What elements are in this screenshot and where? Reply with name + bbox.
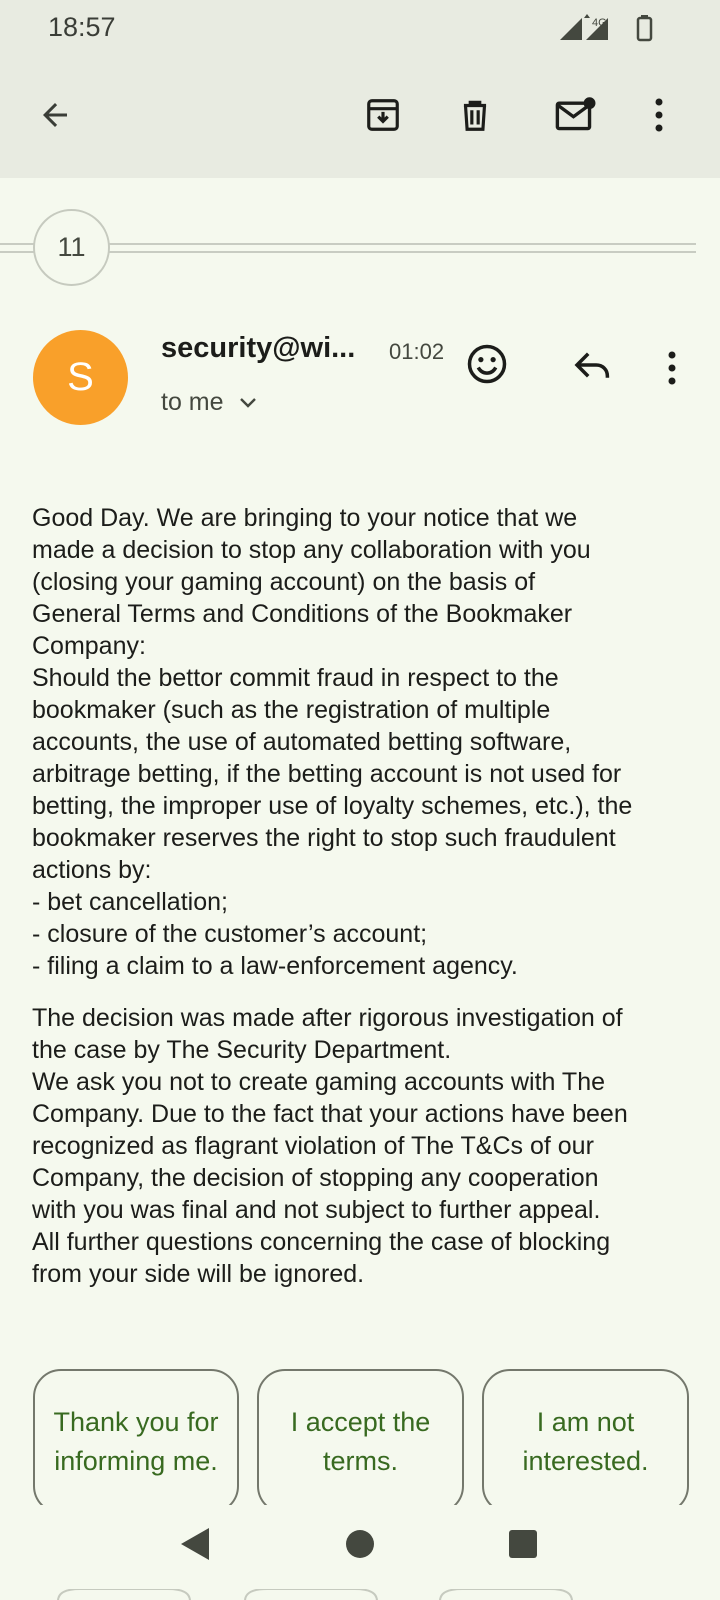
body-line: - filing a claim to a law-enforcement agency.	[32, 952, 518, 980]
add-reaction-button[interactable]	[464, 341, 510, 387]
body-line: Company. Due to the fact that your actions have been	[32, 1100, 628, 1128]
smart-reply-chip[interactable]: Thank you for informing me.	[33, 1369, 239, 1514]
body-line: the case by The Security Department.	[32, 1036, 452, 1064]
body-line: Should the bettor commit fraud in respect to the	[32, 664, 559, 692]
more-vert-icon	[654, 98, 664, 132]
body-paragraph-2	[32, 1002, 697, 1290]
nav-back-icon	[179, 1527, 211, 1561]
delete-icon	[456, 96, 494, 134]
message-time: 01:02	[389, 339, 445, 364]
partial-bottom-chips	[0, 1588, 720, 1600]
nav-recents-icon	[508, 1529, 538, 1559]
body-line: - bet cancellation;	[32, 888, 228, 916]
body-line: All further questions concerning the case of blocking	[32, 1228, 611, 1256]
body-line: Company, the decision of stopping any cooperation	[32, 1164, 599, 1192]
body-line: Company:	[32, 632, 146, 660]
body-line: bookmaker (such as the registration of multiple	[32, 696, 551, 724]
mark-unread-button[interactable]	[548, 90, 604, 140]
battery-icon	[638, 15, 651, 40]
network-type-label: 4G	[592, 17, 607, 29]
status-bar	[0, 0, 720, 52]
body-line: recognized as flagrant violation of The T&Cs of our	[32, 1132, 594, 1160]
status-icons	[558, 14, 658, 42]
body-line: actions by:	[32, 856, 152, 884]
body-line: General Terms and Conditions of the Bookmaker	[32, 600, 573, 628]
body-line: (closing your gaming account) on the basis of	[32, 568, 536, 596]
body-line: Good Day. We are bringing to your notice that we	[32, 504, 578, 532]
body-line: arbitrage betting, if the betting account is not used for	[32, 760, 622, 788]
more-options-button[interactable]	[644, 90, 674, 140]
chevron-down-icon	[238, 396, 258, 410]
status-time: 18:57	[48, 12, 116, 42]
nav-back-button[interactable]	[172, 1521, 218, 1567]
nav-home-button[interactable]	[337, 1521, 383, 1567]
signal-4g-icon	[584, 14, 608, 40]
smart-reply-chip[interactable]: I accept the terms.	[257, 1369, 464, 1514]
mark-unread-icon	[554, 96, 598, 134]
signal-icon	[560, 18, 582, 40]
body-paragraph-1	[32, 502, 697, 982]
reply-icon	[573, 349, 613, 381]
collapsed-messages-count[interactable]: 11	[33, 209, 110, 286]
smart-reply-chip[interactable]: I am not interested.	[482, 1369, 689, 1514]
body-line: made a decision to stop any collaboration with you	[32, 536, 591, 564]
body-line: The decision was made after rigorous investigation of	[32, 1004, 623, 1032]
more-vert-icon	[667, 351, 677, 385]
body-line: with you was final and not subject to further appeal.	[32, 1196, 601, 1224]
message-more-button[interactable]	[660, 348, 684, 388]
avatar[interactable]: S	[33, 330, 128, 425]
recipient-label: to me	[161, 388, 224, 416]
body-line: bookmaker reserves the right to stop such fraudulent	[32, 824, 616, 852]
body-line: We ask you not to create gaming accounts with The	[32, 1068, 605, 1096]
sender-address[interactable]: security@wi...	[161, 332, 356, 364]
reply-button[interactable]	[570, 345, 616, 385]
body-line: accounts, the use of automated betting software,	[32, 728, 572, 756]
back-button[interactable]	[30, 90, 80, 140]
archive-icon	[364, 96, 402, 134]
body-line: - closure of the customer’s account;	[32, 920, 428, 948]
message-body	[32, 502, 697, 1310]
app-bar	[0, 52, 720, 178]
system-nav-bar	[0, 1505, 720, 1600]
delete-button[interactable]	[450, 90, 500, 140]
nav-recents-button[interactable]	[500, 1521, 546, 1567]
nav-home-icon	[345, 1529, 375, 1559]
body-line: betting, the improper use of loyalty schemes, etc.), the	[32, 792, 633, 820]
recipient-details[interactable]	[161, 388, 258, 417]
emoji-react-icon	[466, 343, 508, 385]
archive-button[interactable]	[358, 90, 408, 140]
back-arrow-icon	[37, 97, 73, 133]
body-line: from your side will be ignored.	[32, 1260, 365, 1288]
